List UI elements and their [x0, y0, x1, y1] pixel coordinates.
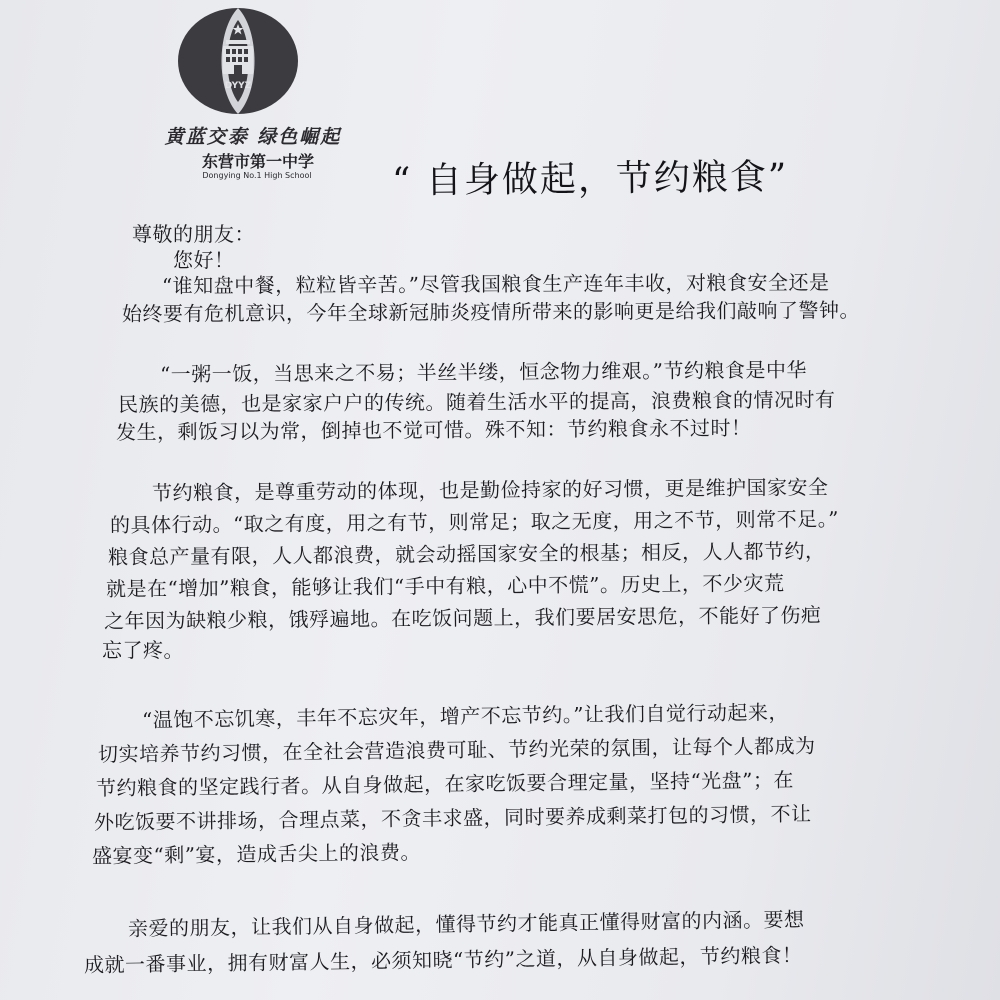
- school-logo-icon: [176, 6, 300, 116]
- paragraph-line: 节约粮食的坚定践行者。从自身做起，在家吃饭要合理定量，坚持“光盘”；在: [95, 767, 795, 801]
- paragraph-line: 盛宴变“剩”宴，造成舌尖上的浪费。: [91, 839, 422, 869]
- greeting: 您好！: [173, 248, 235, 272]
- paragraph-line: 切实培养节约习惯，在全社会营造浪费可耻、节约光荣的氛围，让每个人都成为: [97, 733, 816, 767]
- paragraph-line: “温饱不忘饥寒，丰年不忘灾年，增产不忘节约。”让我们自觉行动起来，: [141, 700, 790, 732]
- page-title: “ 自身做起，节约粮食”: [391, 156, 789, 202]
- paragraph-line: 始终要有危机意识，今年全球新冠肺炎疫情所带来的影响更是给我们敲响了警钟。: [121, 298, 861, 326]
- paragraph-line: 就是在“增加”粮食，能够让我们“手中有粮，心中不慌”。历史上，不少灾荒: [105, 571, 785, 601]
- paragraph-line: 之年因为缺粮少粮，饿殍遍地。在吃饭问题上，我们要居安思危，不能好了伤疤: [103, 602, 822, 634]
- paragraph-line: 亲爱的朋友，让我们从自身做起，懂得节约才能真正懂得财富的内涵。要想: [127, 907, 805, 941]
- paragraph-line: 的具体行动。“取之有度，用之有节，则常足；取之无度，用之不节，则常不足。”: [109, 506, 840, 538]
- paragraph-line: “谁知盘中餐，粒粒皆辛苦。”尽管我国粮食生产连年丰收，对粮食安全还是: [161, 270, 830, 298]
- paragraph-line: 节约粮食，是尊重劳动的体现，也是勤俭持家的好习惯，更是维护国家安全: [151, 475, 829, 505]
- paragraph-line: 外吃饭要不讲排场，合理点菜，不贪丰求盛，同时要养成剩菜打包的习惯，不让: [93, 801, 812, 835]
- paragraph-line: 发生，剩饭习以为常，倒掉也不觉可惜。殊不知：节约粮食永不过时！: [115, 415, 752, 445]
- school-name-en: Dongying No.1 High School: [202, 171, 312, 180]
- paragraph-line: “一粥一饭，当思来之不易；半丝半缕，恒念物力维艰。”节约粮食是中华: [159, 357, 808, 387]
- school-motto: 黄蓝交泰 绿色崛起: [164, 126, 342, 148]
- logo-text: DYYZ: [224, 81, 252, 91]
- paragraph-line: 忘了疼。: [102, 638, 184, 662]
- paragraph-line: 成就一番事业，拥有财富人生，必须知晓“节约”之道，从自身做起，节约粮食！: [83, 942, 803, 978]
- paragraph-line: 粮食总产量有限，人人都浪费，就会动摇国家安全的根基；相反，人人都节约，: [107, 538, 826, 570]
- salutation: 尊敬的朋友：: [132, 222, 255, 246]
- school-name-cn: 东营市第一中学: [201, 152, 314, 171]
- paragraph-line: 民族的美德，也是家家户户的传统。随着生活水平的提高，浪费粮食的情况时有: [117, 387, 836, 417]
